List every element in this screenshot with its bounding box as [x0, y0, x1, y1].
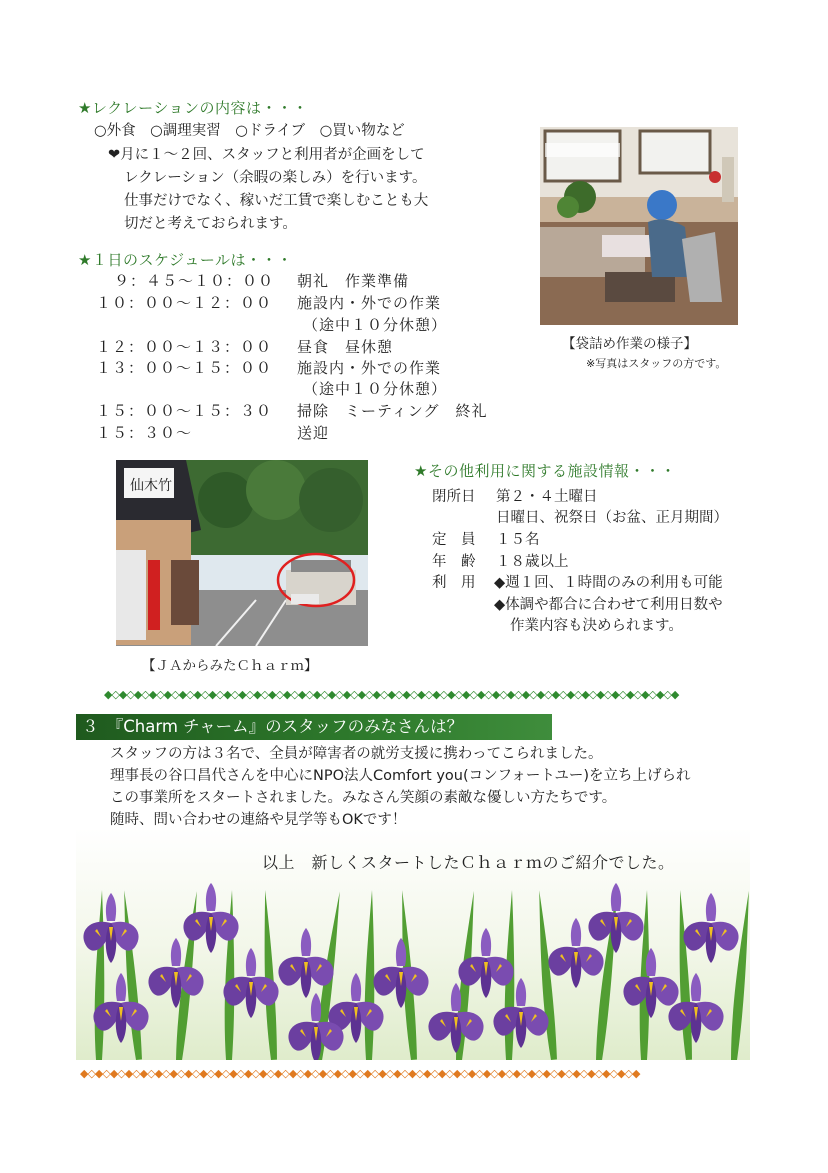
schedule-time-2: １０：００～１２：００ — [96, 294, 273, 312]
schedule-time-8: １５：３０～ — [96, 424, 193, 442]
schedule-time-4: １２：００～１３：００ — [96, 338, 273, 356]
recreation-heading: ★レクレーションの内容は・・・ — [78, 99, 309, 117]
schedule-time-5: １３：００～１５：００ — [96, 359, 273, 377]
schedule-heading: ★１日のスケジュールは・・・ — [78, 251, 293, 269]
staff-line-4: 随時、問い合わせの連絡や見学等もOKです！ — [110, 812, 407, 828]
facility-value-closed-2: 日曜日、祝祭日（お盆、正月期間） — [496, 510, 728, 526]
facility-heading: ★その他利用に関する施設情報・・・ — [414, 462, 676, 480]
divider-bottom: ◆◇◆◇◆◇◆◇◆◇◆◇◆◇◆◇◆◇◆◇◆◇◆◇◆◇◆◇◆◇◆◇◆◇◆◇◆◇◆◇◆◇◆◇◆◇◆◇◆◇◆◇◆◇◆◇◆◇◆◇◆◇◆◇◆◇◆◇◆◇◆◇◆◇◆ — [80, 1068, 640, 1080]
schedule-activity-8: 送迎 — [297, 424, 330, 442]
facility-value-usage-3: 作業内容も決められます。 — [510, 618, 683, 634]
recreation-line-4: 切だと考えておられます。 — [124, 216, 297, 232]
staff-line-1: スタッフの方は３名で、全員が障害者の就労支援に携わってこられました。 — [110, 746, 603, 762]
schedule-activity-5: 施設内・外での作業 — [297, 359, 442, 377]
bagging-work-photo — [540, 127, 738, 325]
facility-value-age: １８歳以上 — [496, 554, 569, 570]
facility-value-usage-2: ◆体調や都合に合わせて利用日数や — [494, 597, 723, 613]
building-photo-caption: 【ＪＡからみたＣｈａｒｍ】 — [142, 658, 318, 674]
schedule-activity-3: （途中１０分休憩） — [303, 316, 448, 334]
building-sign-text: 仙木竹 — [130, 478, 172, 494]
facility-label-closed: 閉所日 — [432, 489, 476, 505]
divider-top: ◆◇◆◇◆◇◆◇◆◇◆◇◆◇◆◇◆◇◆◇◆◇◆◇◆◇◆◇◆◇◆◇◆◇◆◇◆◇◆◇◆◇◆◇◆◇◆◇◆◇◆◇◆◇◆◇◆◇◆◇◆◇◆◇◆◇◆◇◆◇◆◇◆◇◆◇◆ — [104, 689, 679, 701]
schedule-activity-2: 施設内・外での作業 — [297, 294, 442, 312]
recreation-line-2: レクレーション（余暇の楽しみ）を行います。 — [124, 170, 427, 186]
staff-section-banner: ３ 『Charm チャーム』のスタッフのみなさんは？ — [76, 714, 552, 740]
schedule-activity-6: （途中１０分休憩） — [303, 380, 448, 398]
facility-label-capacity: 定 員 — [432, 532, 476, 548]
charm-building-photo — [116, 460, 368, 646]
facility-label-age: 年 齢 — [432, 554, 476, 570]
schedule-activity-7: 掃除 ミーティング 終礼 — [297, 402, 488, 420]
schedule-activity-1: 朝礼 作業準備 — [297, 272, 410, 290]
recreation-line-1: ❤月に１～２回、スタッフと利用者が企画をして — [108, 147, 425, 163]
closing-message: 以上 新しくスタートしたＣｈａｒｍのご紹介でした。 — [262, 853, 675, 872]
staff-line-2: 理事長の谷口昌代さんを中心にNPO法人Comfort you(コンフォートユー)を立ち上げられ — [110, 768, 691, 784]
facility-label-usage: 利 用 — [432, 575, 476, 591]
schedule-activity-4: 昼食 昼休憩 — [297, 338, 394, 356]
schedule-time-1: ９：４５～１０：００ — [114, 272, 275, 290]
bagging-photo-caption: 【袋詰め作業の様子】 — [562, 336, 697, 352]
facility-value-capacity: １５名 — [496, 532, 540, 548]
staff-line-3: この事業所をスタートされました。みなさん笑顔の素敵な優しい方たちです。 — [110, 790, 617, 806]
bagging-photo-note: ※写真はスタッフの方です。 — [586, 357, 727, 370]
recreation-items: ○外食 ○調理実習 ○ドライブ ○買い物など — [94, 123, 405, 139]
facility-value-usage-1: ◆週１回、１時間のみの利用も可能 — [494, 575, 723, 591]
recreation-line-3: 仕事だけでなく、稼いだ工賃で楽しむことも大 — [124, 193, 429, 209]
schedule-time-7: １５：００～１５：３０ — [96, 402, 273, 420]
facility-value-closed-1: 第２・４土曜日 — [496, 489, 598, 505]
